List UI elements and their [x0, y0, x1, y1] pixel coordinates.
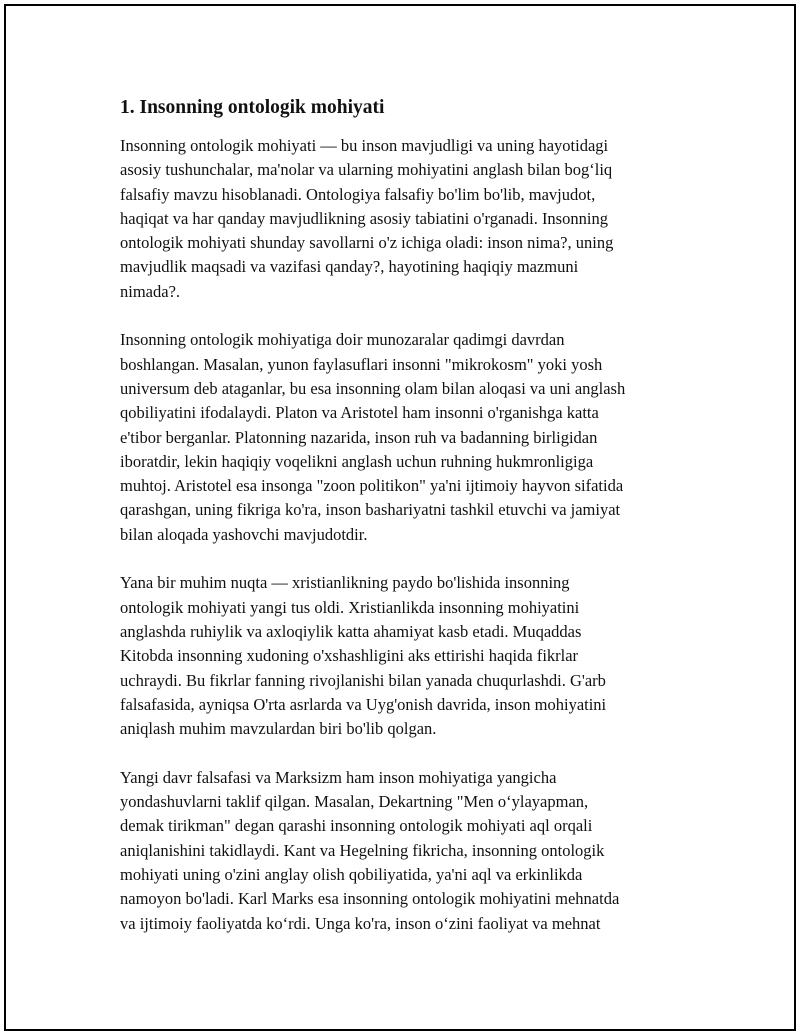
text-line: ontologik mohiyati shunday savollarni o'z ichiga oladi: inson nima?, uning [120, 233, 614, 253]
text-line: uchraydi. Bu fikrlar fanning rivojlanishi bilan yanada chuqurlashdi. G'arb [120, 670, 606, 690]
paragraph-3 [120, 571, 692, 741]
text-line: boshlangan. Masalan, yunon faylasuflari insonni "mikrokosm" yoki yosh [120, 354, 603, 374]
text-line: Insonning ontologik mohiyati — bu inson mavjudligi va uning hayotidagi [120, 136, 609, 155]
text-line: qobiliyatini ifodalaydi. Platon va Aristotel ham insonni o'rganishga katta [120, 403, 599, 423]
text-line: demak tirikman" degan qarashi insonning ontologik mohiyati aql orqali [120, 816, 593, 836]
text-line: ontologik mohiyati yangi tus oldi. Xristianlikda insonning mohiyatini [120, 597, 580, 617]
text-line: asosiy tushunchalar, ma'nolar va ularning mohiyatini anglash bilan bog‘liq [120, 160, 613, 180]
text-line: aniqlanishini takidlaydi. Kant va Hegelning fikricha, insonning ontologik [120, 840, 605, 860]
text-line: bilan aloqada yashovchi mavjudotdir. [120, 524, 368, 544]
text-line: universum deb ataganlar, bu esa insonning olam bilan aloqasi va uni anglash [120, 378, 626, 398]
text-line: aniqlash muhim mavzulardan biri bo'lib qolgan. [120, 719, 437, 739]
text-line: yondashuvlarni taklif qilgan. Masalan, Dekartning "Men o‘ylayapman, [120, 792, 589, 812]
text-line: Yangi davr falsafasi va Marksizm ham inson mohiyatiga yangicha [120, 767, 557, 787]
text-line: Yana bir muhim nuqta — xristianlikning paydo bo'lishida insonning [120, 573, 570, 593]
text-line: mohiyati uning o'zini anglay olish qobiliyatida, ya'ni aql va erkinlikda [120, 864, 583, 884]
text-line: anglashda ruhiylik va axloqiylik katta ahamiyat kasb etadi. Muqaddas [120, 621, 582, 641]
paragraph-1 [120, 134, 692, 304]
text-line: Kitobda insonning xudoning o'xshashligini aks ettirishi haqida fikrlar [120, 646, 579, 666]
document-content [120, 96, 692, 960]
paragraph-4 [120, 766, 692, 936]
text-line: muhtoj. Aristotel esa insonga "zoon politikon" ya'ni ijtimoiy hayvon sifatida [120, 476, 624, 496]
text-line: falsafiy mavzu hisoblanadi. Ontologiya falsafiy bo'lim bo'lib, mavjudot, [120, 184, 596, 204]
text-line: haqiqat va har qanday mavjudlikning asosiy tabiatini o'rganadi. Insonning [120, 208, 608, 228]
paragraph-2 [120, 328, 692, 547]
section-title: 1. Insonning ontologik mohiyati [120, 97, 385, 118]
text-line: nimada?. [120, 281, 181, 301]
text-line: e'tibor berganlar. Platonning nazarida, inson ruh va badanning birligidan [120, 427, 598, 447]
text-line: namoyon bo'ladi. Karl Marks esa insonning ontologik mohiyatini mehnatda [120, 889, 620, 909]
text-line: va ijtimoiy faoliyatda ko‘rdi. Unga ko'ra, inson o‘zini faoliyat va mehnat [120, 913, 601, 933]
text-line: qarashgan, uning fikriga ko'ra, inson bashariyatni tashkil etuvchi va jamiyat [120, 500, 621, 520]
text-line: Insonning ontologik mohiyatiga doir munozaralar qadimgi davrdan [120, 330, 565, 350]
text-line: mavjudlik maqsadi va vazifasi qanday?, hayotining haqiqiy mazmuni [120, 257, 579, 277]
document-page [4, 4, 796, 1031]
text-line: falsafasida, ayniqsa O'rta asrlarda va Uyg'onish davrida, inson mohiyatini [120, 694, 607, 714]
text-line: iboratdir, lekin haqiqiy voqelikni anglash uchun ruhning hukmronligiga [120, 451, 594, 471]
